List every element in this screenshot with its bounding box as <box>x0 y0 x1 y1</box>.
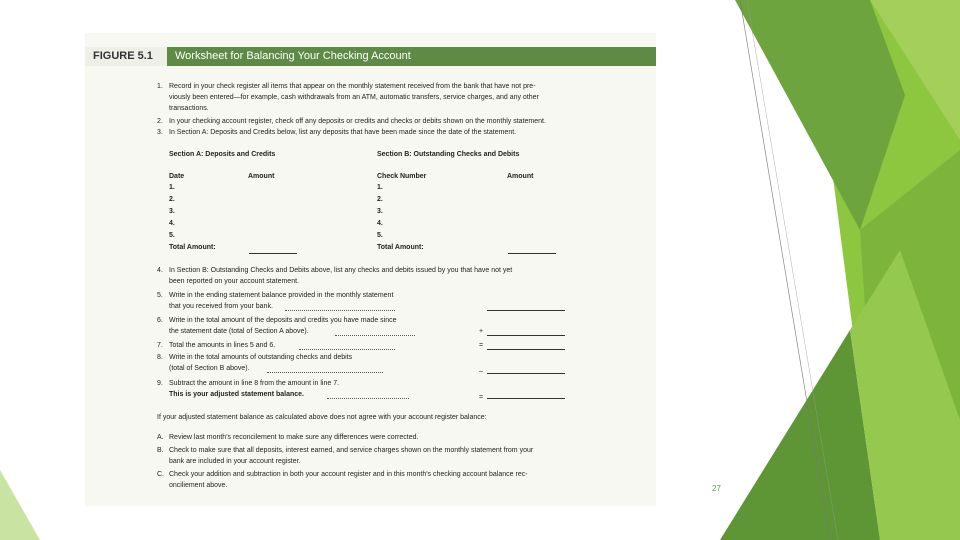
step-4-num: 4. <box>157 267 163 274</box>
step-9-text-cont: This is your adjusted statement balance. <box>169 391 304 398</box>
section-b-heading: Section B: Outstanding Checks and Debits <box>377 151 520 158</box>
operator-minus: – <box>479 368 483 375</box>
step-3-text: In Section A: Deposits and Credits below, list any deposits that have been made since the date of the statement. <box>169 129 517 136</box>
section-b-col-amount: Amount <box>507 173 534 180</box>
step-9-text: Subtract the amount in line 8 from the amount in line 7. <box>169 380 340 387</box>
section-a-heading: Section A: Deposits and Credits <box>169 151 276 158</box>
figure-label: FIGURE 5.1 <box>85 47 167 66</box>
step-7-line <box>487 349 565 350</box>
step-9-dots <box>327 398 409 399</box>
section-b-total-label: Total Amount: <box>377 244 424 251</box>
step-8-dots <box>267 372 383 373</box>
figure-header <box>85 47 656 66</box>
section-b-row: 1. <box>377 184 383 191</box>
step-4-text-cont: been reported on your account statement. <box>169 278 299 285</box>
step-5-line <box>487 310 565 311</box>
step-c-text-cont: onciliement above. <box>169 482 228 489</box>
section-b-row: 3. <box>377 208 383 215</box>
step-7-dots <box>299 349 395 350</box>
operator-equals-2: = <box>479 394 484 401</box>
step-9-num: 9. <box>157 380 163 387</box>
slide-page-number: 27 <box>712 484 721 493</box>
step-8-num: 8. <box>157 354 163 361</box>
step-6-line <box>487 335 565 336</box>
operator-equals-1: = <box>479 342 484 349</box>
step-5-text: Write in the ending statement balance provided in the monthly statement <box>169 292 394 299</box>
step-b-text: Check to make sure that all deposits, interest earned, and service charges shown on the monthly statement from your <box>169 447 534 454</box>
figure-title: Worksheet for Balancing Your Checking Account <box>175 50 411 62</box>
step-7-text: Total the amounts in lines 5 and 6. <box>169 342 276 349</box>
section-a-total-label: Total Amount: <box>169 244 216 251</box>
step-8-line <box>487 373 565 374</box>
step-b-num: B. <box>157 447 164 454</box>
step-1-text: Record in your check register all items that appear on the monthly statement received from the bank that have not pre- <box>169 83 536 90</box>
section-b-row: 2. <box>377 196 383 203</box>
section-b-row: 4. <box>377 220 383 227</box>
section-a-row: 1. <box>169 184 175 191</box>
section-b-col-check: Check Number <box>377 173 427 180</box>
step-c-num: C. <box>157 471 164 478</box>
step-b-text-cont: bank are included in your account register. <box>169 458 301 465</box>
section-a-row: 2. <box>169 196 175 203</box>
worksheet-figure <box>85 33 656 506</box>
step-a-num: A. <box>157 434 164 441</box>
step-5-dots <box>285 310 395 311</box>
step-7-num: 7. <box>157 342 163 349</box>
step-6-num: 6. <box>157 317 163 324</box>
section-a-total-line <box>249 253 297 254</box>
step-6-text: Write in the total amount of the deposits and credits you have made since <box>169 317 397 324</box>
section-b-row: 5. <box>377 232 383 239</box>
step-2-num: 2. <box>157 118 163 125</box>
section-a-row: 5. <box>169 232 175 239</box>
step-2-text: In your checking account register, check off any deposits or credits and checks or debits shown on the monthly statement. <box>169 118 546 125</box>
step-5-text-cont: that you received from your bank. <box>169 303 273 310</box>
operator-plus: + <box>479 328 484 335</box>
step-6-dots <box>335 335 415 336</box>
step-8-text-cont: (total of Section B above). <box>169 365 250 372</box>
step-9-line <box>487 398 565 399</box>
section-a-row: 4. <box>169 220 175 227</box>
step-8-text: Write in the total amounts of outstanding checks and debits <box>169 354 353 361</box>
step-4-text: In Section B: Outstanding Checks and Debits above, list any checks and debits issued by you that have not yet <box>169 267 513 274</box>
step-6-text-cont: the statement date (total of Section A above). <box>169 328 309 335</box>
step-3-num: 3. <box>157 129 163 136</box>
section-a-col-amount: Amount <box>248 173 275 180</box>
disagree-note: If your adjusted statement balance as calculated above does not agree with your account register balance: <box>157 414 487 421</box>
section-a-col-date: Date <box>169 173 185 180</box>
step-1-text-cont: viously been entered—for example, cash withdrawals from an ATM, automatic transfers, service charges, and any other <box>169 94 539 101</box>
step-5-num: 5. <box>157 292 163 299</box>
section-a-row: 3. <box>169 208 175 215</box>
step-1-num: 1. <box>157 83 163 90</box>
step-a-text: Review last month's reconcilement to make sure any differences were corrected. <box>169 434 419 441</box>
section-b-total-line <box>508 253 556 254</box>
step-c-text: Check your addition and subtraction in both your account register and in this month's checking account balance rec- <box>169 471 528 478</box>
step-1-text-cont2: transactions. <box>169 105 209 112</box>
